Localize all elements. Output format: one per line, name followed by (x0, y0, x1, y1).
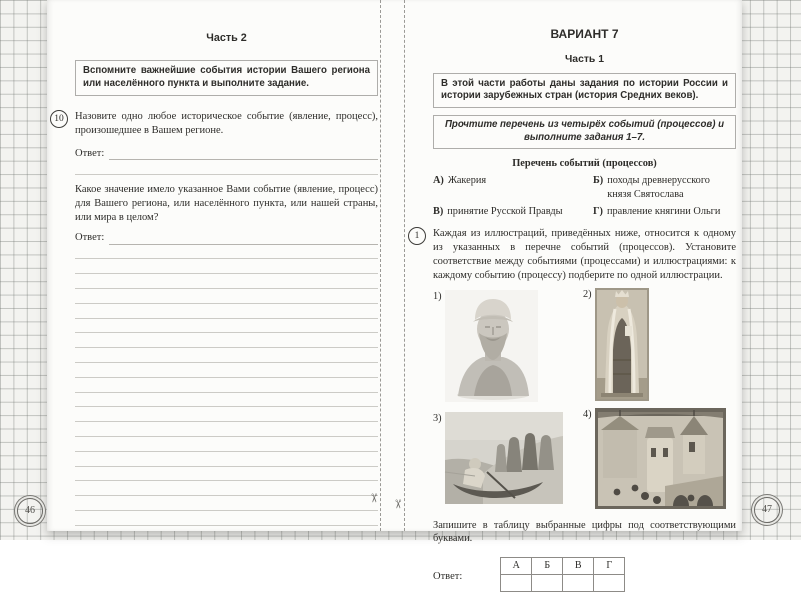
answer-line (75, 393, 378, 408)
cut-line (404, 0, 405, 531)
answer-line (75, 348, 378, 363)
figure-2-label: 2) (583, 288, 592, 300)
figure-1-label: 1) (433, 290, 442, 302)
event-letter: В) (433, 205, 444, 217)
answer-table-header: Б (532, 557, 563, 574)
answer-line (75, 363, 378, 378)
answer-line (75, 378, 378, 393)
answer-lines-block (75, 160, 378, 175)
answer-table-cell (563, 574, 594, 591)
task-10-answer-row-2 (75, 231, 378, 245)
task-10 (54, 110, 378, 138)
page-number-left: 46 (17, 498, 43, 524)
answer-line (75, 437, 378, 452)
answer-line (75, 467, 378, 482)
right-part-title: Часть 1 (564, 53, 604, 65)
task-1-figures (433, 288, 736, 516)
event-letter: А) (433, 175, 444, 187)
event-item-a (433, 174, 583, 201)
events-list-title: Перечень событий (процессов) (512, 157, 657, 169)
figure-2-image-princess (595, 288, 649, 401)
event-text: правление княгини Ольги (606, 205, 721, 217)
figure-3-image-boat-scene (445, 412, 563, 504)
answer-line (75, 496, 378, 511)
task-1-number-badge: 1 (408, 227, 426, 245)
answer-line (75, 304, 378, 319)
figure-3-label: 3) (433, 412, 442, 424)
left-page (54, 0, 378, 526)
answer-table (500, 557, 625, 592)
answer-table-header: А (501, 557, 532, 574)
answer-line (75, 333, 378, 348)
right-intro-box: В этой части работы даны задания по истории России и истории зарубежных стран (история Средних веков). (433, 73, 736, 109)
answer-table-header: Г (594, 557, 625, 574)
figure-2 (583, 288, 649, 401)
answer-label: Ответ: (75, 231, 105, 243)
scissors-icon: ✂ (367, 492, 382, 504)
task-10-answer-row (75, 147, 378, 161)
answer-table-header-row (501, 557, 625, 574)
answer-table-cell (594, 574, 625, 591)
answer-line (75, 289, 378, 304)
figure-3 (433, 412, 563, 504)
figure-4 (583, 408, 726, 509)
write-instruction: Запишите в таблицу выбранные цифры под соответствующими буквами. (433, 519, 736, 545)
task-10-text: Назовите одно любое историческое событие (явление, процесс), произошедшее в Вашем регионе. (75, 110, 378, 136)
scissors-icon: ✂ (391, 498, 406, 510)
task-10-number-badge: 10 (50, 110, 68, 128)
event-item-g (593, 205, 736, 219)
answer-line (75, 259, 378, 274)
left-instruction-box: Вспомните важнейшие события истории Вашего региона или населённого пункта и выполните задание. (75, 60, 378, 96)
variant-title: ВАРИАНТ 7 (550, 27, 619, 41)
event-letter: Б) (593, 175, 604, 187)
answer-label: Ответ: (75, 147, 105, 159)
figure-4-image-castle-miniature (595, 408, 726, 509)
event-item-b (593, 174, 736, 201)
figure-4-label: 4) (583, 408, 592, 420)
answer-line (75, 245, 378, 260)
answer-line (75, 481, 378, 496)
task-1-text: Каждая из иллюстраций, приведённых ниже, относится к одному из указанных в перечне событий (процессов). Установите соответствие между событиями (процессами) и иллюстрациями: к каждому событию (процессу) подберите по одной иллюстрации. (433, 228, 736, 281)
answer-table-header: В (563, 557, 594, 574)
answer-line (75, 407, 378, 422)
answer-label: Ответ: (433, 570, 463, 582)
task-1-answer-row (433, 557, 736, 592)
event-text: принятие Русской Правды (447, 205, 563, 217)
answer-line (75, 274, 378, 289)
answer-table-cell (501, 574, 532, 591)
cut-line (380, 0, 381, 531)
answer-write-line (109, 232, 378, 245)
answer-line (75, 452, 378, 467)
task-1 (414, 227, 736, 282)
figure-1 (433, 290, 538, 402)
answer-write-line (109, 147, 378, 160)
event-text: Жакерия (447, 175, 487, 187)
answer-line (75, 160, 378, 175)
task-10-question-2-text: Какое значение имело указанное Вами событие (явление, процесс) для Вашего региона, или населённого пункта, или нашей страны, или мира в целом? (75, 184, 378, 223)
answer-table-value-row (501, 574, 625, 591)
answer-lines-block (75, 245, 378, 526)
events-list (433, 174, 736, 218)
answer-table-cell (532, 574, 563, 591)
figure-1-image-bust (445, 290, 538, 402)
right-instruction-box: Прочтите перечень из четырёх событий (процессов) и выполните задания 1–7. (433, 115, 736, 149)
answer-line (75, 319, 378, 334)
event-item-v (433, 205, 583, 219)
task-10-question-2 (75, 183, 378, 225)
answer-line (75, 511, 378, 526)
answer-line (75, 422, 378, 437)
left-part-title: Часть 2 (206, 32, 247, 44)
page-number-right: 47 (754, 497, 780, 523)
event-letter: Г) (593, 205, 603, 217)
event-text: походы древнерусского князя Святослава (607, 175, 710, 201)
right-page (414, 0, 736, 592)
